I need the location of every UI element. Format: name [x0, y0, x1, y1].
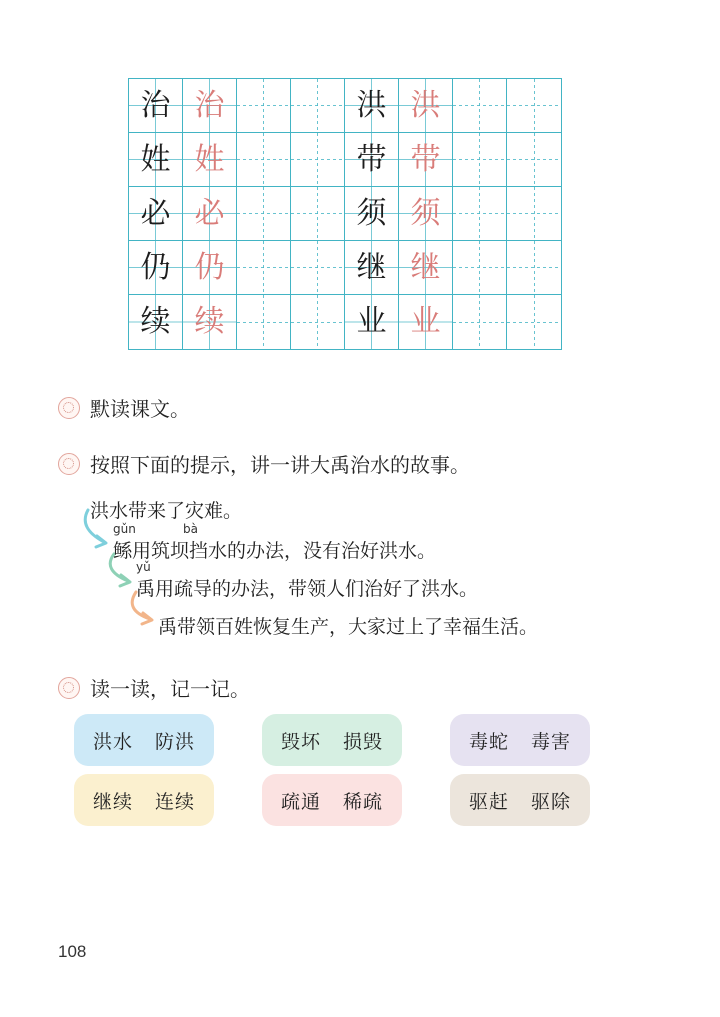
grid-char-trace: 姓	[183, 133, 237, 187]
grid-char: 姓	[129, 133, 183, 187]
grid-char: 仍	[129, 241, 183, 295]
story-step-2: 鲧用筑坝挡水的办法，没有治好洪水。	[113, 540, 437, 562]
grid-char: 治	[129, 79, 183, 133]
word: 稀疏	[343, 790, 384, 813]
grid-char-trace: 带	[399, 133, 453, 187]
exercise-1-text: 默读课文。	[90, 397, 190, 421]
pinyin-yu: yǔ	[136, 560, 151, 574]
grid-char-trace: 必	[183, 187, 237, 241]
grid-char-trace: 洪	[399, 79, 453, 133]
story-step-4: 禹带领百姓恢复生产，大家过上了幸福生活。	[158, 616, 539, 638]
word: 疏通	[280, 790, 321, 813]
word: 继续	[92, 790, 133, 813]
word: 防洪	[155, 730, 196, 753]
word-card	[262, 774, 402, 826]
pinyin-gun: gǔn	[113, 522, 136, 536]
grid-char: 带	[345, 133, 399, 187]
grid-char: 须	[345, 187, 399, 241]
word: 驱除	[531, 790, 572, 813]
grid-char-trace: 业	[399, 295, 453, 349]
grid-char: 继	[345, 241, 399, 295]
word-card	[262, 714, 402, 766]
grid-char-trace: 须	[399, 187, 453, 241]
word-card	[74, 714, 214, 766]
grid-char-trace: 继	[399, 241, 453, 295]
word: 洪水	[92, 730, 133, 753]
word: 连续	[155, 790, 196, 813]
story-step-3: 禹用疏导的办法，带领人们治好了洪水。	[136, 578, 479, 600]
page-number: 108	[58, 942, 87, 961]
grid-char: 洪	[345, 79, 399, 133]
grid-char-trace: 治	[183, 79, 237, 133]
word: 驱赶	[468, 790, 509, 813]
grid-char: 续	[129, 295, 183, 349]
exercise-badge-icon	[58, 677, 80, 699]
grid-char-trace: 续	[183, 295, 237, 349]
word: 毁坏	[280, 730, 321, 753]
grid-char: 业	[345, 295, 399, 349]
grid-char-trace: 仍	[183, 241, 237, 295]
word: 损毁	[343, 730, 384, 753]
exercise-3-text: 读一读，记一记。	[90, 677, 250, 701]
word-card	[74, 774, 214, 826]
word: 毒害	[531, 730, 572, 753]
word-card	[450, 714, 590, 766]
word-card	[450, 774, 590, 826]
exercise-2-text: 按照下面的提示，讲一讲大禹治水的故事。	[90, 453, 470, 477]
story-step-1: 洪水带来了灾难。	[90, 500, 243, 522]
pinyin-ba: bà	[183, 522, 198, 536]
grid-char: 必	[129, 187, 183, 241]
word: 毒蛇	[468, 730, 509, 753]
exercise-3	[58, 673, 250, 702]
